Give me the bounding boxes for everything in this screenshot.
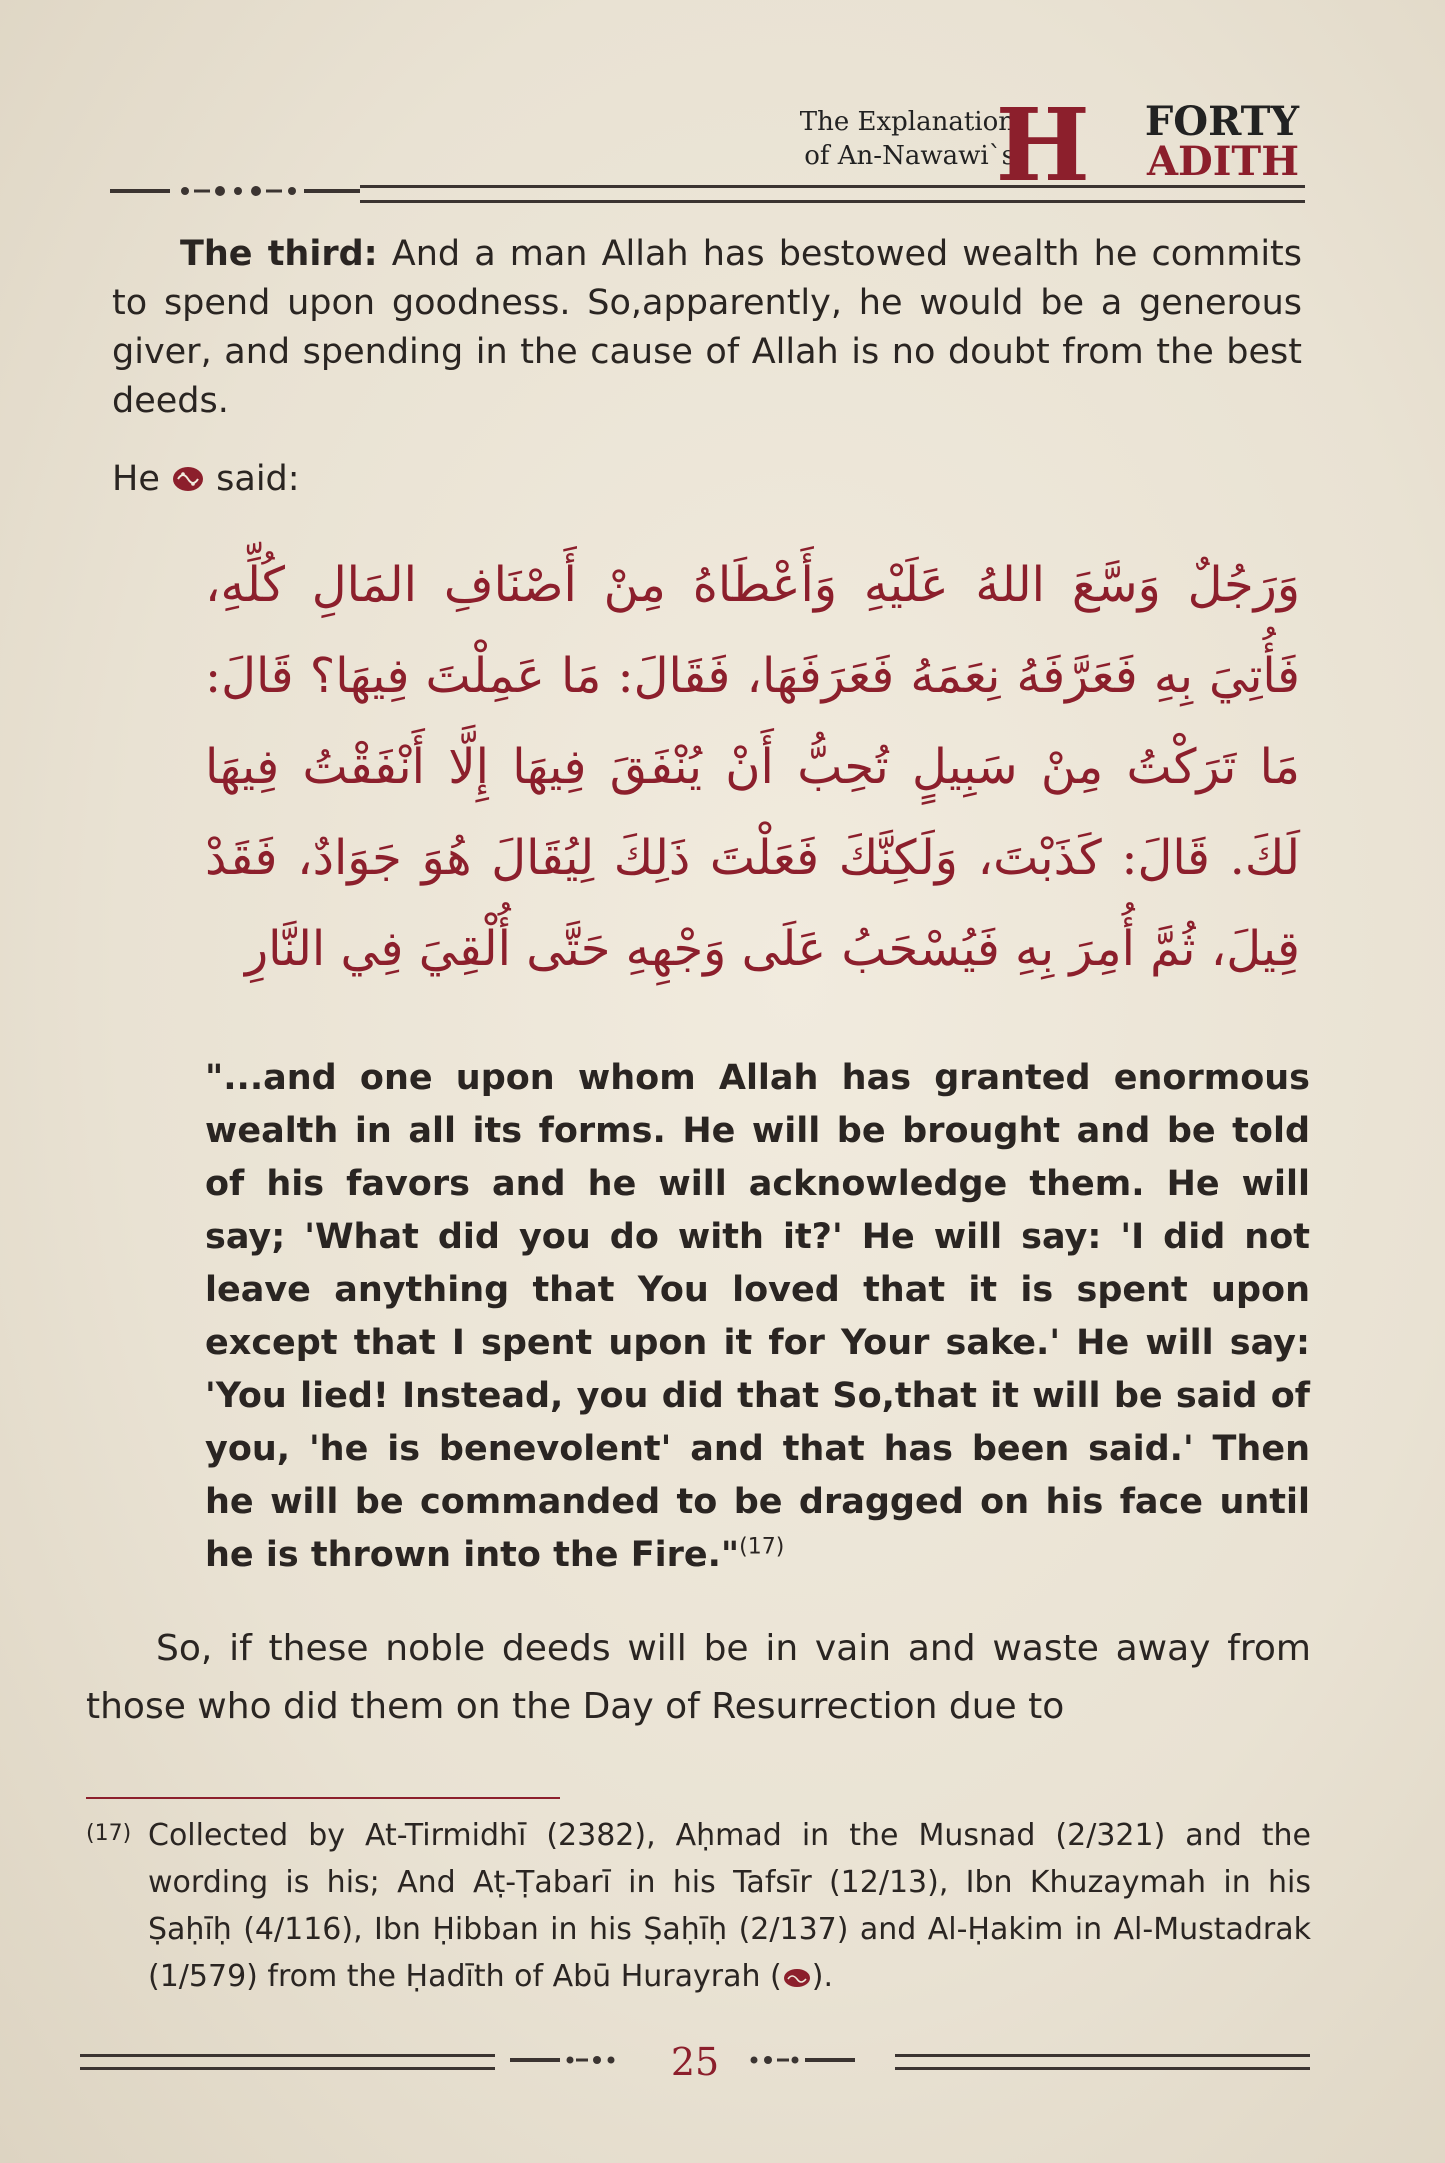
header-title-top: FORTY [1144, 98, 1299, 145]
footnote-divider [86, 1797, 560, 1799]
footnote-mark: (17) [86, 1821, 132, 1846]
quote-text: "...and one upon whom Allah has granted enormous wealth in all its forms. He will be brought and be told of his favors and he will acknowledge them. He will say; 'What did you do with it?' He will say: 'I did not leave anything that You loved that it is spent upon except that I spent upon it for Your sake.' He will say: 'You lied! Instead, you did that So,that it will be said of you, 'he is benevolent' and that has been said.' Then he will be commanded to be dragged on his face until he is thrown into the Fire." [205, 1058, 1310, 1575]
header-subtitle-line2: of An-Nawawi`s [804, 141, 1015, 171]
page-number: 25 [670, 2040, 720, 2084]
said-before: He [112, 459, 160, 499]
header-big-letter: H [995, 86, 1090, 204]
header-subtitle [800, 105, 1015, 173]
paragraph-the-third [112, 230, 1302, 426]
paragraph-so-if: So, if these noble deeds will be in vain and waste away from those who did them on the Day of Resurrection due to [86, 1628, 1311, 1727]
header-double-rule [360, 185, 1305, 203]
footnote [86, 1812, 1311, 2000]
paragraph-text: And a man Allah has bestowed wealth he commits to spend upon goodness. So,apparently, he would be a generous giver, and spending in the cause of Allah is no doubt from the best deeds. [112, 234, 1302, 421]
footer-ornament-right-icon [745, 2050, 855, 2070]
he-said-line [112, 455, 300, 504]
hadith-translation-quote [205, 1052, 1310, 1582]
paragraph-lead: The third: [180, 234, 378, 274]
arabic-hadith-text: وَرَجُلٌ وَسَّعَ اللهُ عَلَيْهِ وَأَعْطَاهُ مِنْ أَصْنَافِ المَالِ كُلِّهِ، فَأُتِيَ بِهِ فَعَرَّفَهُ نِعَمَهُ فَعَرَفَهَا، فَقَالَ: مَا عَمِلْتَ فِيهَا؟ قَالَ: مَا تَرَكْتُ مِنْ سَبِيلٍ تُحِبُّ أَنْ يُنْفَقَ فِيهَا إِلَّا أَنْفَقْتُ فِيهَا لَكَ. قَالَ: كَذَبْتَ، وَلَكِنَّكَ فَعَلْتَ ذَلِكَ لِيُقَالَ هُوَ جَوَادٌ، فَقَدْ قِيلَ، ثُمَّ أُمِرَ بِهِ فَيُسْحَبُ عَلَى وَجْهِهِ حَتَّى أُلْقِيَ فِي النَّارِ [205, 557, 1300, 977]
radiyallahu-glyph-icon [782, 1967, 812, 1989]
header-subtitle-line1: The Explanation [799, 107, 1015, 137]
page-footer [80, 2040, 1310, 2090]
footnote-text: Collected by At-Tirmidhī (2382), Aḥmad in the Musnad (2/321) and the wording is his; And Aṭ-Ṭabarī in his Tafsīr (12/13), Ibn Khuzaymah in his Ṣaḥīḥ (4/116), Ibn Ḥibban in his Ṣaḥīḥ (2/137) and Al-Ḥakim in Al-Mustadrak (1/579) from the Ḥadīth of Abū Hurayrah ( [148, 1818, 1311, 1994]
header-ornament-icon [110, 181, 370, 201]
footnote-reference: (17) [739, 1534, 785, 1560]
running-header [110, 86, 1305, 205]
header-title-bottom: ADITH [1147, 138, 1299, 185]
salutation-glyph-icon [171, 464, 205, 494]
said-after: said: [216, 459, 300, 499]
footer-rule-right [895, 2054, 1310, 2070]
footnote-text-end: ). [811, 1959, 833, 1994]
